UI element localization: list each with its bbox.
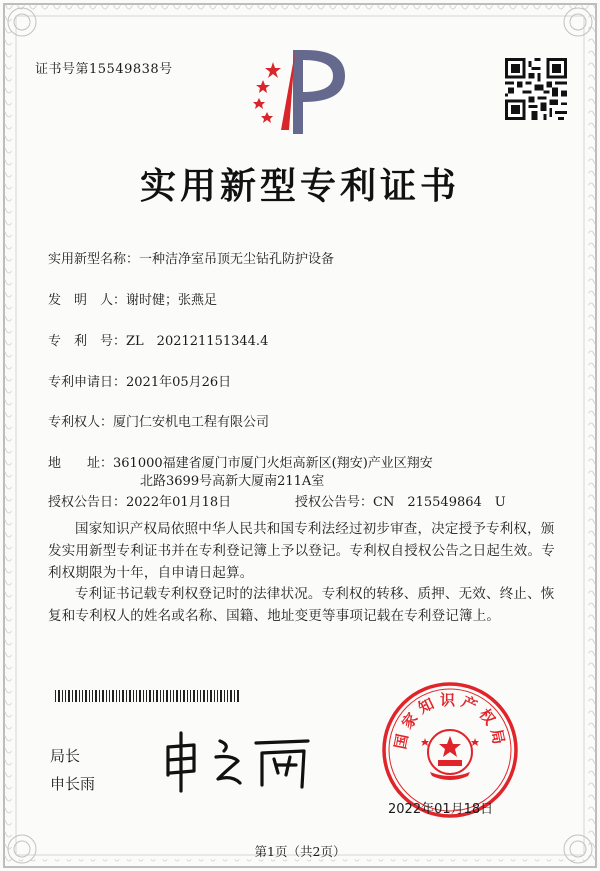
grant-number-row	[295, 491, 506, 510]
address-row	[48, 452, 433, 471]
page-number: 第1页（共2页）	[254, 844, 346, 859]
filing-date-value: 2021年05月26日	[126, 375, 232, 390]
handwritten-signature-icon	[158, 725, 318, 795]
qr-code-icon	[505, 58, 567, 120]
patent-number-row	[48, 330, 268, 349]
patentee-value: 厦门仁安机电工程有限公司	[113, 415, 270, 430]
inventor-row	[48, 289, 217, 308]
address-line-2: 北路3699号高新大厦南211A室	[140, 474, 325, 489]
address-line-1: 361000福建省厦门市厦门火炬高新区(翔安)产业区翔安	[113, 456, 433, 471]
seal-date: 2022年01月18日	[388, 802, 494, 817]
director-name: 申长雨	[50, 775, 96, 793]
page-title: 实用新型专利证书	[139, 165, 460, 207]
inventor-label: 发 明 人：	[48, 293, 127, 308]
cnipa-logo-icon	[245, 42, 360, 142]
patent-number-label: 专 利 号：	[48, 334, 127, 349]
grant-date-label: 授权公告日：	[48, 495, 127, 510]
certificate-number: 证书号第15549838号	[35, 62, 173, 77]
legal-status-paragraph: 专利证书记载专利权登记时的法律状况。专利权的转移、质押、无效、终止、恢复和专利权人的姓名或名称、国籍、地址变更等事项记载在专利登记簿上。	[48, 586, 555, 624]
address-line-2-row	[140, 470, 324, 489]
director-title: 局长	[50, 747, 81, 765]
patentee-row	[48, 411, 269, 430]
patent-number-value: ZL 202121151344.4	[126, 334, 269, 349]
patentee-label: 专利权人：	[48, 415, 114, 430]
utility-name-value: 一种洁净室吊顶无尘钻孔防护设备	[139, 252, 335, 267]
filing-date-label: 专利申请日：	[48, 375, 127, 390]
grant-number-label: 授权公告号：	[295, 495, 374, 510]
grant-number-value: CN 215549864 U	[373, 495, 506, 510]
grant-date-value: 2022年01月18日	[126, 495, 232, 510]
utility-name-row	[48, 248, 334, 267]
grant-date-row	[48, 491, 231, 510]
barcode-icon	[55, 690, 240, 702]
address-label: 地 址：	[48, 456, 114, 471]
seal-text: 国家知识产权局	[391, 690, 509, 751]
grant-statement-paragraph: 国家知识产权局依照中华人民共和国专利法经过初步审查，决定授予专利权，颁发实用新型专利证书并在专利登记簿上予以登记。专利权自授权公告之日起生效。专利权期限为十年，自申请日起算。	[48, 521, 555, 581]
utility-name-label: 实用新型名称：	[48, 252, 140, 267]
inventor-value: 谢时健；张燕足	[126, 293, 218, 308]
filing-date-row	[48, 371, 231, 390]
